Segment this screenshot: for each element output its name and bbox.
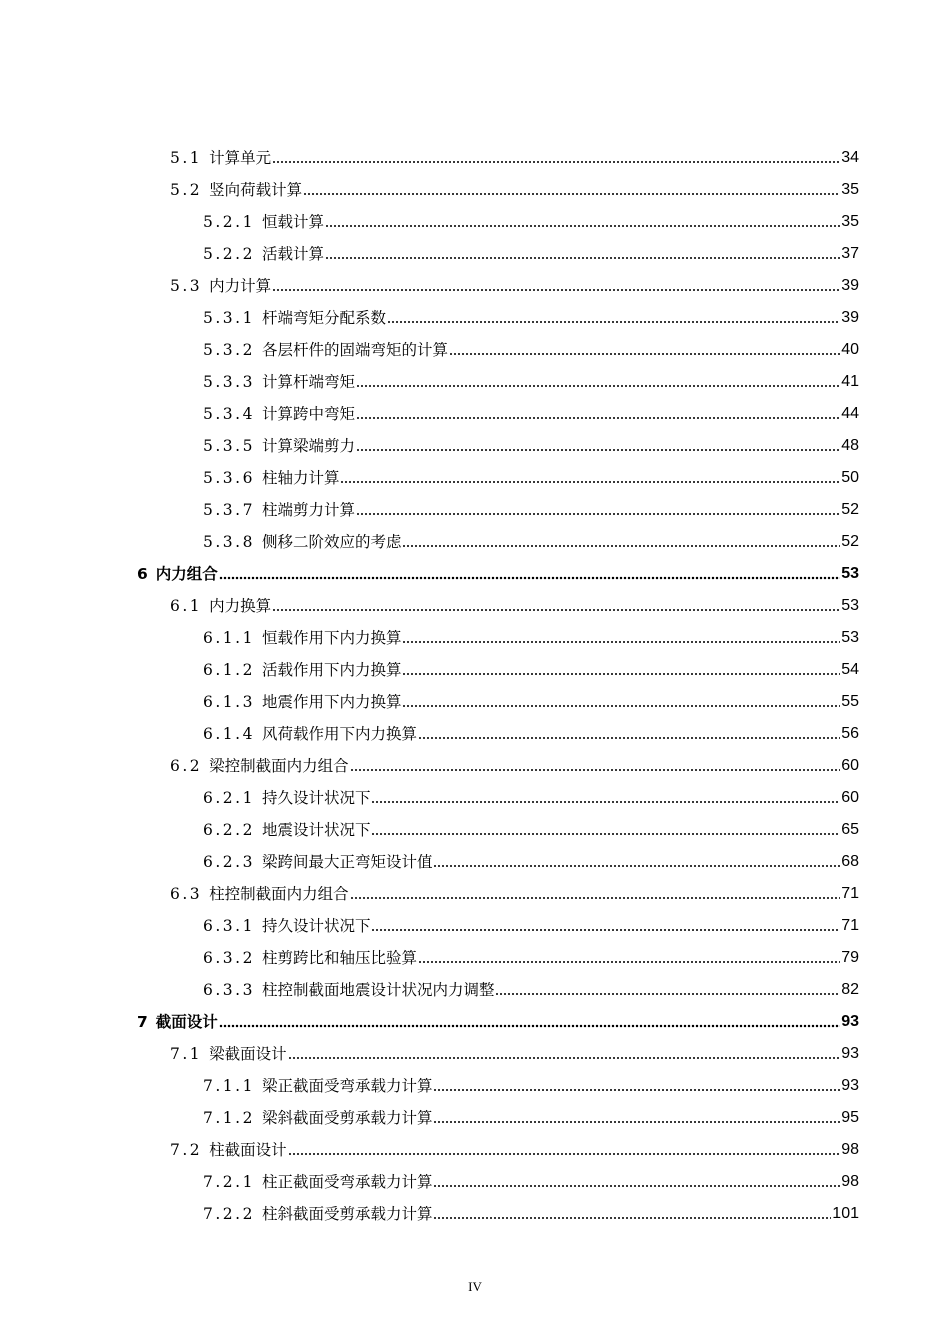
toc-entry-number: 6.1.4 [203,725,255,743]
toc-entry[interactable] [0,1097,950,1129]
toc-entry-title: 计算跨中弯矩 [261,405,355,423]
dot-leader [402,704,840,708]
toc-entry-page: 93 [841,1013,859,1030]
dot-leader [371,928,840,932]
toc-entry-number: 7.1 [170,1045,203,1063]
toc-entry-title: 内力计算 [209,277,272,295]
toc-entry-page: 68 [841,853,859,870]
dot-leader [325,224,840,228]
dot-leader [219,576,840,580]
toc-entry-page: 98 [841,1173,859,1190]
dot-leader [340,480,840,484]
toc-entry-title: 恒载作用下内力换算 [261,629,402,647]
toc-entry[interactable] [0,169,950,201]
toc-entry-page: 101 [832,1205,859,1222]
toc-entry-page: 93 [841,1077,859,1094]
toc-entry-page: 71 [841,917,859,934]
toc-entry-page: 79 [841,949,859,966]
toc-entry-page: 35 [841,181,859,198]
dot-leader [371,832,840,836]
toc-entry-number: 6.1 [170,597,203,615]
dot-leader [356,512,840,516]
dot-leader [356,384,840,388]
toc-entry-title: 内力组合 [155,565,218,583]
dot-leader [288,1056,841,1060]
table-of-contents [0,137,950,1225]
toc-entry-title: 梁截面设计 [209,1045,287,1063]
toc-entry-page: 65 [841,821,859,838]
toc-entry-page: 44 [841,405,859,422]
toc-entry-title: 恒载计算 [261,213,324,231]
toc-entry-title: 杆端弯矩分配系数 [261,309,386,327]
toc-entry-title: 各层杆件的固端弯矩的计算 [261,341,448,359]
toc-entry-page: 52 [841,501,859,518]
toc-entry-number: 6.1.2 [203,661,255,679]
toc-entry[interactable] [0,649,950,681]
toc-entry-title: 持久设计状况下 [261,917,371,935]
toc-entry-title: 梁控制截面内力组合 [209,757,349,775]
toc-entry[interactable] [0,713,950,745]
toc-entry-number: 5.3.1 [203,309,255,327]
dot-leader [350,768,841,772]
toc-entry-number: 5.1 [170,149,203,167]
toc-entry-title: 竖向荷载计算 [209,181,303,199]
toc-entry[interactable] [0,873,950,905]
toc-entry-page: 82 [841,981,859,998]
page-footer-number: IV [468,1279,482,1294]
toc-entry-title: 柱控制截面内力组合 [209,885,349,903]
toc-entry-page: 93 [841,1045,859,1062]
toc-entry-number: 6.2.2 [203,821,255,839]
toc-entry[interactable] [0,1065,950,1097]
dot-leader [402,544,840,548]
toc-entry-page: 53 [841,565,859,582]
dot-leader [371,800,840,804]
dot-leader [356,416,840,420]
toc-entry-title: 活载作用下内力换算 [261,661,402,679]
toc-entry-title: 柱轴力计算 [261,469,340,487]
dot-leader [449,352,840,356]
toc-entry[interactable] [0,297,950,329]
toc-entry[interactable] [0,1001,950,1033]
dot-leader [433,1216,831,1220]
dot-leader [356,448,840,452]
toc-entry-page: 52 [841,533,859,550]
toc-entry-number: 7.2 [170,1141,203,1159]
toc-entry-title: 活载计算 [261,245,324,263]
toc-entry-title: 柱端剪力计算 [261,501,355,519]
dot-leader [433,864,840,868]
toc-entry[interactable] [0,1161,950,1193]
toc-entry-page: 53 [841,597,859,614]
toc-entry[interactable] [0,681,950,713]
toc-entry-number: 6.1.3 [203,693,255,711]
toc-entry[interactable] [0,201,950,233]
toc-entry-title: 梁正截面受弯承载力计算 [261,1077,433,1095]
toc-entry-number: 5.3.5 [203,437,255,455]
dot-leader [433,1120,840,1124]
dot-leader [272,288,840,292]
toc-entry[interactable] [0,745,950,777]
toc-entry-title: 柱斜截面受剪承载力计算 [261,1205,433,1223]
toc-entry-title: 风荷载作用下内力换算 [261,725,417,743]
toc-entry-page: 50 [841,469,859,486]
toc-entry-page: 39 [841,277,859,294]
dot-leader [402,672,840,676]
dot-leader [303,192,840,196]
toc-entry[interactable] [0,137,950,169]
toc-entry-page: 54 [841,661,859,678]
dot-leader [418,960,840,964]
toc-entry-title: 梁斜截面受剪承载力计算 [261,1109,433,1127]
toc-entry[interactable] [0,265,950,297]
toc-entry-title: 侧移二阶效应的考虑 [261,533,402,551]
toc-entry[interactable] [0,425,950,457]
toc-entry-page: 48 [841,437,859,454]
toc-entry-title: 地震设计状况下 [261,821,371,839]
toc-entry[interactable] [0,841,950,873]
toc-entry[interactable] [0,329,950,361]
toc-entry-page: 41 [841,373,859,390]
toc-entry-number: 6.3.2 [203,949,255,967]
toc-entry-page: 55 [841,693,859,710]
dot-leader [219,1024,840,1028]
toc-entry-number: 7.1.2 [203,1109,255,1127]
dot-leader [387,320,840,324]
toc-entry-page: 35 [841,213,859,230]
toc-entry-title: 计算单元 [209,149,272,167]
toc-entry[interactable] [0,393,950,425]
toc-entry-number: 5.3.7 [203,501,255,519]
toc-entry[interactable] [0,1033,950,1065]
toc-entry-number: 6 [137,565,148,583]
dot-leader [433,1088,840,1092]
toc-entry-title: 柱截面设计 [209,1141,287,1159]
toc-entry-number: 6.3.3 [203,981,255,999]
dot-leader [272,608,840,612]
toc-entry-page: 53 [841,629,859,646]
toc-entry-number: 7.2.1 [203,1173,255,1191]
toc-entry-number: 5.3 [170,277,203,295]
dot-leader [325,256,840,260]
dot-leader [288,1152,841,1156]
toc-entry-page: 60 [841,757,859,774]
toc-entry-title: 计算梁端剪力 [261,437,355,455]
toc-entry[interactable] [0,361,950,393]
toc-entry-page: 40 [841,341,859,358]
dot-leader [418,736,840,740]
dot-leader [350,896,841,900]
toc-entry[interactable] [0,553,950,585]
toc-entry[interactable] [0,585,950,617]
toc-entry-title: 柱控制截面地震设计状况内力调整 [261,981,495,999]
toc-entry[interactable] [0,1129,950,1161]
toc-entry[interactable] [0,457,950,489]
toc-entry-number: 5.2 [170,181,203,199]
dot-leader [402,640,840,644]
toc-entry-number: 6.2.1 [203,789,255,807]
toc-entry[interactable] [0,1193,950,1225]
toc-entry-number: 6.1.1 [203,629,255,647]
dot-leader [495,992,840,996]
toc-entry-title: 地震作用下内力换算 [261,693,402,711]
toc-entry[interactable] [0,905,950,937]
toc-entry-number: 7.1.1 [203,1077,255,1095]
toc-entry-number: 7 [137,1013,148,1031]
toc-entry-title: 柱剪跨比和轴压比验算 [261,949,417,967]
toc-entry[interactable] [0,489,950,521]
toc-entry-number: 6.3 [170,885,203,903]
toc-entry-page: 34 [841,149,859,166]
toc-entry-page: 56 [841,725,859,742]
toc-entry-title: 梁跨间最大正弯矩设计值 [261,853,433,871]
toc-entry-title: 内力换算 [209,597,272,615]
toc-entry[interactable] [0,617,950,649]
toc-entry[interactable] [0,969,950,1001]
toc-entry-page: 71 [841,885,859,902]
toc-entry-page: 37 [841,245,859,262]
toc-entry-number: 6.3.1 [203,917,255,935]
toc-entry-number: 5.3.2 [203,341,255,359]
toc-entry[interactable] [0,233,950,265]
toc-entry[interactable] [0,777,950,809]
toc-entry-page: 39 [841,309,859,326]
toc-entry[interactable] [0,937,950,969]
dot-leader [433,1184,840,1188]
toc-entry-title: 计算杆端弯矩 [261,373,355,391]
toc-entry-number: 5.2.2 [203,245,255,263]
toc-entry-number: 7.2.2 [203,1205,255,1223]
dot-leader [272,160,840,164]
toc-entry-number: 6.2 [170,757,203,775]
toc-entry-number: 5.3.6 [203,469,255,487]
toc-entry-number: 5.3.4 [203,405,255,423]
toc-entry-number: 5.3.3 [203,373,255,391]
toc-entry-page: 60 [841,789,859,806]
toc-entry-page: 98 [841,1141,859,1158]
toc-entry-number: 6.2.3 [203,853,255,871]
toc-entry-number: 5.2.1 [203,213,255,231]
toc-entry-page: 95 [841,1109,859,1126]
toc-entry-title: 截面设计 [155,1013,218,1031]
toc-entry[interactable] [0,521,950,553]
toc-entry-title: 持久设计状况下 [261,789,371,807]
toc-entry[interactable] [0,809,950,841]
toc-entry-number: 5.3.8 [203,533,255,551]
toc-entry-title: 柱正截面受弯承载力计算 [261,1173,433,1191]
